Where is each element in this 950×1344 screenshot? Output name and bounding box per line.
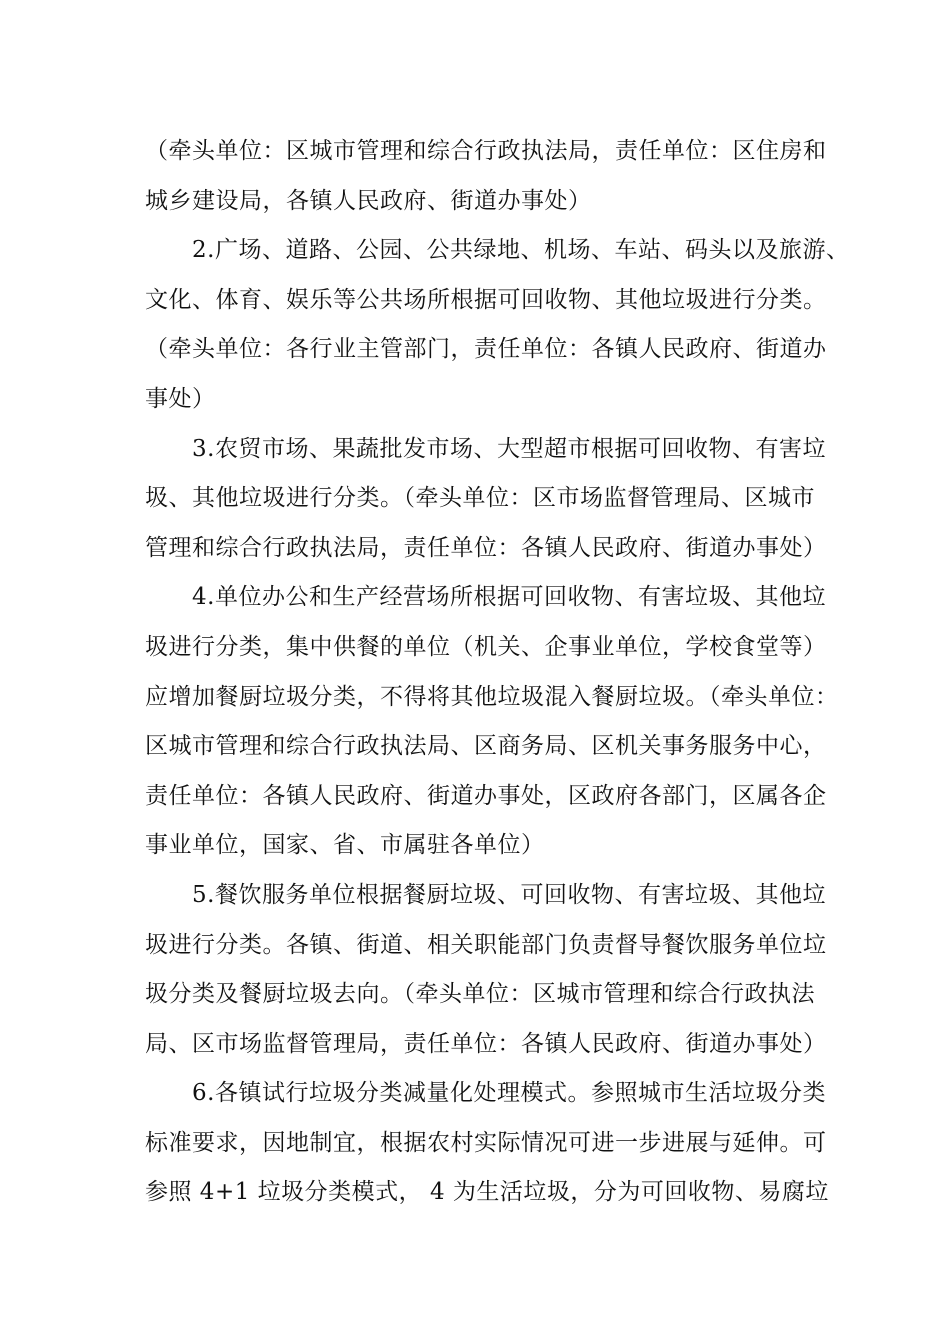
text-line: 区城市管理和综合行政执法局、区商务局、区机关事务服务中心， (145, 733, 827, 760)
text-line: 圾进行分类，集中供餐的单位（机关、企事业单位，学校食堂等） (145, 633, 827, 660)
text-line: 3.农贸市场、果蔬批发市场、大型超市根据可回收物、有害垃 (145, 435, 826, 462)
text-line: 4.单位办公和生产经营场所根据可回收物、有害垃圾、其他垃 (145, 584, 826, 611)
text-line: （牵头单位：各行业主管部门，责任单位：各镇人民政府、街道办 (145, 336, 827, 363)
text-line: 文化、体育、娱乐等公共场所根据可回收物、其他垃圾进行分类。 (145, 286, 827, 313)
text-line: 局、区市场监督管理局，责任单位：各镇人民政府、街道办事处） (145, 1030, 827, 1057)
text-line: 圾、其他垃圾进行分类。（牵头单位：区市场监督管理局、区城市 (145, 485, 815, 512)
text-line: 5.餐饮服务单位根据餐厨垃圾、可回收物、有害垃圾、其他垃 (145, 881, 826, 908)
text-line: 2.广场、道路、公园、公共绿地、机场、车站、码头以及旅游、 (145, 237, 850, 264)
text-line: 事处） (145, 385, 216, 412)
body-text (145, 131, 850, 1222)
text-line: 标准要求，因地制宜，根据农村实际情况可进一步进展与延伸。可 (145, 1129, 827, 1156)
text-line: 管理和综合行政执法局，责任单位：各镇人民政府、街道办事处） (145, 534, 827, 561)
text-line: 城乡建设局，各镇人民政府、街道办事处） (145, 187, 592, 214)
text-line: 圾进行分类。各镇、街道、相关职能部门负责督导餐饮服务单位垃 (145, 931, 827, 958)
text-line: 参照 4+1 垃圾分类模式， 4 为生活垃圾，分为可回收物、易腐垃 (145, 1179, 829, 1206)
text-line: （牵头单位：区城市管理和综合行政执法局，责任单位：区住房和 (145, 138, 827, 164)
text-line: 圾分类及餐厨垃圾去向。（牵头单位：区城市管理和综合行政执法 (145, 981, 815, 1008)
text-line: 事业单位，国家、省、市属驻各单位） (145, 832, 545, 859)
text-line: 应增加餐厨垃圾分类，不得将其他垃圾混入餐厨垃圾。（牵头单位： (145, 683, 839, 710)
text-line: 6.各镇试行垃圾分类减量化处理模式。参照城市生活垃圾分类 (145, 1080, 826, 1107)
text-line: 责任单位：各镇人民政府、街道办事处，区政府各部门，区属各企 (145, 782, 827, 809)
